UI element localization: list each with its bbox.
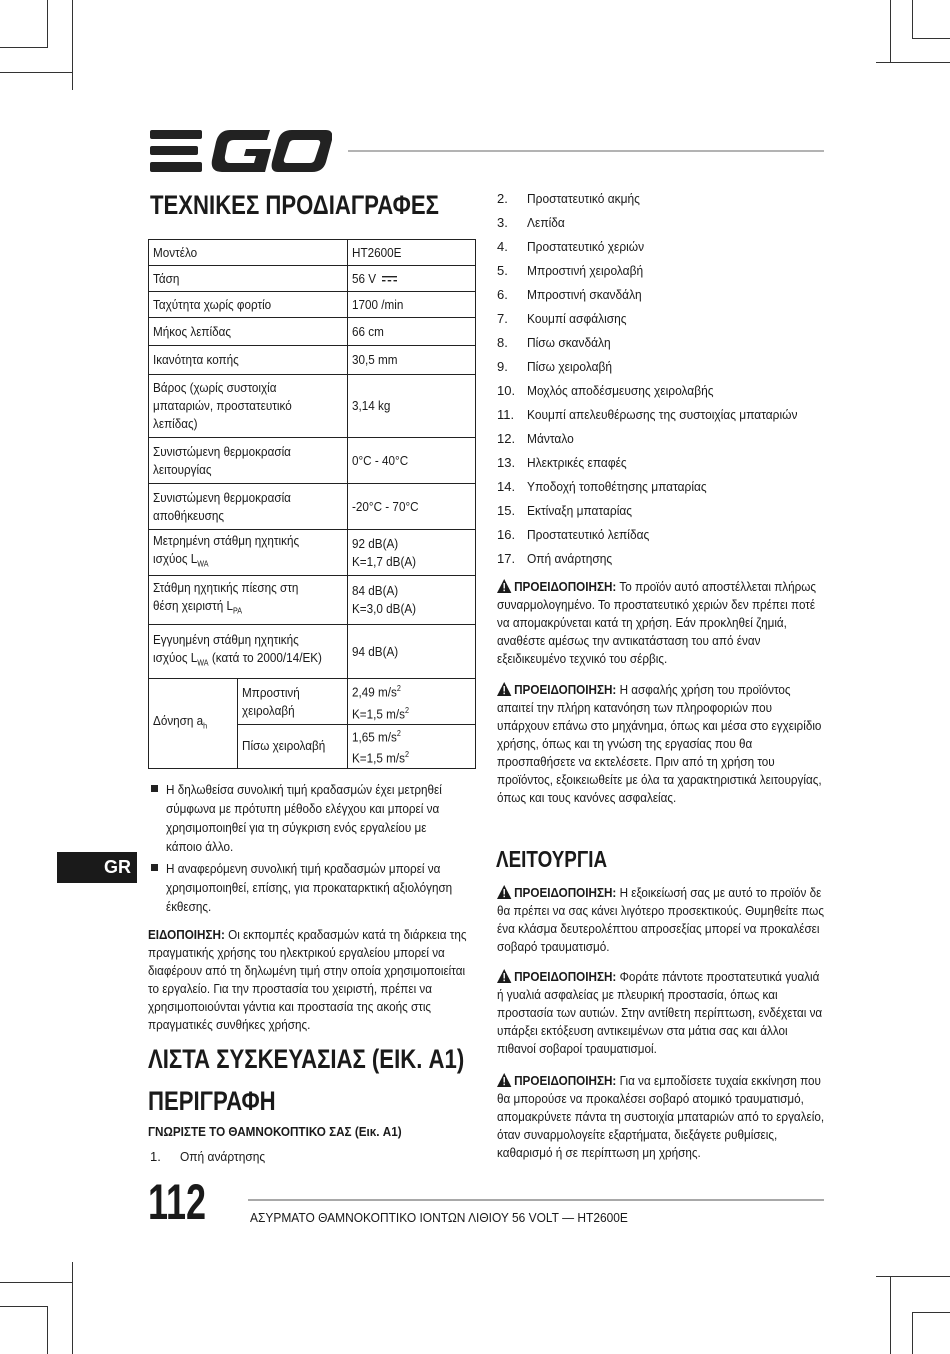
spec-label: Μήκος λεπίδας: [149, 318, 348, 346]
spec-label: Τάση: [149, 266, 348, 292]
spec-value: HT2600E: [348, 240, 476, 266]
crop-mark: [890, 0, 891, 62]
crop-mark: [912, 1312, 950, 1313]
part-item: 5. Μπροστινή χειρολαβή: [497, 263, 644, 278]
warning-paragraph: ΠΡΟΕΙΔΟΠΟΙΗΣΗ: Για να εμποδίσετε τυχαία εκκίνηση που θα μπορούσε να προκαλέσει σοβαρό ατομικό τραυματισμό, απομακρύνετε πάντα τη συστοιχία μπαταριών από το εργαλείο, όταν συναρμολογείτε εξαρτήματα, διεξάγετε ρυθμίσεις, καθαρισμό ή σε περίπτωση μη χρήσης.: [497, 1073, 825, 1160]
crop-mark: [0, 1282, 72, 1283]
crop-mark: [912, 38, 950, 39]
spec-value: 92 dB(A) K=1,7 dB(A): [348, 530, 476, 576]
language-tab: GR: [57, 852, 137, 883]
part-item: 6. Μπροστινή σκανδάλη: [497, 287, 642, 302]
parts-list: [497, 188, 821, 572]
part-item: 4. Προστατευτικό χεριών: [497, 239, 645, 254]
part-item: 3. Λεπίδα: [497, 215, 565, 230]
spec-label: Ταχύτητα χωρίς φορτίο: [149, 292, 348, 318]
footer-rule: [248, 1199, 824, 1201]
spec-row-lwa: [149, 530, 476, 576]
vibration-rear-label: Πίσω χειρολαβή: [238, 725, 348, 769]
crop-mark: [876, 1276, 950, 1277]
notes-list: [150, 780, 480, 919]
note-item: Η αναφερόμενη συνολική τιμή κραδασμών μπορεί να χρησιμοποιηθεί, επίσης, για προκαταρκτική αξιολόγηση έκθεσης.: [150, 859, 480, 916]
know-your-tool-title: ΓΝΩΡΙΣΤΕ ΤΟ ΘΑΜΝΟΚΟΠΤΙΚΟ ΣΑΣ (Εικ. A1): [148, 1124, 402, 1139]
crop-mark: [72, 0, 73, 90]
spec-row: [149, 240, 476, 266]
vibration-rear-value: 1,65 $m/s^2$ K=1,5 $m/s^2$: [348, 725, 476, 769]
part-item: 1. Οπή ανάρτησης: [150, 1149, 266, 1164]
vibration-front-value: 2,49 $m/s^2$ K=1,5 $m/s^2$: [348, 679, 476, 725]
part-item: 7. Κουμπί ασφάλισης: [497, 311, 627, 326]
specs-title: ΤΕΧΝΙΚΕΣ ΠΡΟΔΙΑΓΡΑΦΕΣ: [150, 190, 439, 220]
bullet-square-icon: [151, 864, 158, 871]
spec-value: 84 dB(A) K=3,0 dB(A): [348, 576, 476, 625]
crop-mark: [47, 0, 48, 48]
spec-value: -20°C - 70°C: [348, 484, 476, 530]
spec-value: 30,5 mm: [348, 346, 476, 375]
spec-row: [149, 266, 476, 292]
spec-row: [149, 318, 476, 346]
crop-mark: [0, 72, 72, 73]
part-item: 17. Οπή ανάρτησης: [497, 551, 613, 566]
specs-table: [148, 239, 476, 769]
warning-triangle-icon: [497, 885, 511, 899]
spec-value: 56 V: [348, 266, 476, 292]
spec-label: Στάθμη ηχητικής πίεσης στη θέση χειριστή $L_{PA}$: [149, 576, 348, 625]
part-item: 14. Υποδοχή τοποθέτησης μπαταρίας: [497, 479, 707, 494]
spec-row: [149, 292, 476, 318]
part-item: 11. Κουμπί απελευθέρωσης της συστοιχίας μπαταριών: [497, 407, 798, 422]
warning-paragraph: ΠΡΟΕΙΔΟΠΟΙΗΣΗ: Το προϊόν αυτό αποστέλλεται πλήρως συναρμολογημένο. Το προστατευτικό χεριών δεν πρέπει ποτέ να απομακρύνεται κατά τη χρήση. Εάν προκληθεί ζημιά, αναθέστε αμέσως την αντικατάσταση του από έναν εξειδικευμένο τεχνικό του σέρβις.: [497, 579, 817, 666]
spec-row: [149, 484, 476, 530]
crop-mark: [72, 1262, 73, 1354]
part-item: 13. Ηλεκτρικές επαφές: [497, 455, 627, 470]
warning-paragraph: ΠΡΟΕΙΔΟΠΟΙΗΣΗ: Φοράτε πάντοτε προστατευτικά γυαλιά ή γυαλιά ασφαλείας με πλευρική προστασία, όπως και προστασία των αυτιών. Στην αντίθετη περίπτωση, ενδέχεται να υπάρξει εκτόξευση αντικειμένων στα μάτια σας και άλλοι πιθανοί σοβαροί τραυματισμοί.: [497, 969, 823, 1056]
spec-label: Βάρος (χωρίς συστοιχία μπαταριών, προστατευτικό λεπίδας): [149, 375, 348, 438]
spec-row-lpa: [149, 576, 476, 625]
part-item: 16. Προστατευτικό λεπίδας: [497, 527, 650, 542]
part-item: 10. Μοχλός αποδέσμευσης χειρολαβής: [497, 383, 714, 398]
warning-triangle-icon: [497, 682, 511, 696]
warning-triangle-icon: [497, 579, 511, 593]
crop-mark: [47, 1306, 48, 1354]
spec-label: Μετρημένη στάθμη ηχητικής ισχύος $L_{WA}$: [149, 530, 348, 576]
crop-mark: [912, 0, 913, 38]
vibration-front-label: Μπροστινή χειρολαβή: [238, 679, 348, 725]
crop-mark: [890, 1276, 891, 1354]
packing-list-title: ΛΙΣΤΑ ΣΥΣΚΕΥΑΣΙΑΣ (ΕΙΚ. A1): [148, 1044, 465, 1074]
note-item: Η δηλωθείσα συνολική τιμή κραδασμών έχει μετρηθεί σύμφωνα με πρότυπη μέθοδο ελέγχου και μπορεί να χρησιμοποιηθεί για τη σύγκριση ενός εργαλείου με κάποιο άλλο.: [150, 780, 480, 856]
crop-mark: [0, 47, 48, 48]
dc-symbol-icon: [382, 275, 397, 283]
crop-mark: [912, 1312, 913, 1354]
spec-label: Εγγυημένη στάθμη ηχητικής ισχύος $L_{WA}$ (κατά το 2000/14/ΕΚ): [149, 625, 348, 679]
spec-row: [149, 438, 476, 484]
spec-row-vibration-front: [149, 679, 476, 725]
description-title: ΠΕΡΙΓΡΑΦΗ: [148, 1086, 276, 1116]
notice-paragraph: ΕΙΔΟΠΟΙΗΣΗ: Οι εκπομπές κραδασμών κατά τη διάρκεια της πραγματικής χρήσης του ηλεκτρικού εργαλείου μπορεί να διαφέρουν από τη δηλωμένη τιμή στην οποία χρησιμοποιείται το εργαλείο. Για την προστασία του χειριστή, πρέπει να χρησιμοποιούνται γάντια και προστασία της ακοής στις πραγματικές συνθήκες χρήσης.: [148, 927, 467, 1032]
part-item: 15. Εκτίναξη μπαταρίας: [497, 503, 633, 518]
crop-mark: [0, 1306, 48, 1307]
crop-mark: [876, 62, 950, 63]
part-item: 12. Μάνταλο: [497, 431, 574, 446]
spec-row-lwa-guaranteed: [149, 625, 476, 679]
spec-value: 3,14 kg: [348, 375, 476, 438]
warning-paragraph: ΠΡΟΕΙΔΟΠΟΙΗΣΗ: Η εξοικείωσή σας με αυτό το προϊόν δε θα πρέπει να σας κάνει λιγότερο προσεκτικούς. Θυμηθείτε πως ένα κλάσμα δευτερολέπτου απροσεξίας μπορεί να προκαλέσει σοβαρό τραυματισμό.: [497, 885, 824, 954]
page-number: 112: [148, 1174, 207, 1230]
ego-logo: [150, 128, 332, 174]
spec-label: Συνιστώμενη θερμοκρασία αποθήκευσης: [149, 484, 348, 530]
part-item: 9. Πίσω χειρολαβή: [497, 359, 613, 374]
spec-value: 94 dB(A): [348, 625, 476, 679]
part-item: 8. Πίσω σκανδάλη: [497, 335, 611, 350]
spec-value: 66 cm: [348, 318, 476, 346]
vibration-label: Δόνηση $a_h$: [149, 679, 238, 769]
part-item: 2. Προστατευτικό ακμής: [497, 191, 640, 206]
spec-label: Μοντέλο: [149, 240, 348, 266]
spec-label: Συνιστώμενη θερμοκρασία λειτουργίας: [149, 438, 348, 484]
spec-value: 1700 /min: [348, 292, 476, 318]
spec-row: [149, 375, 476, 438]
spec-row: [149, 346, 476, 375]
spec-value: 0°C - 40°C: [348, 438, 476, 484]
spec-label: Ικανότητα κοπής: [149, 346, 348, 375]
warning-triangle-icon: [497, 969, 511, 983]
warning-paragraph: ΠΡΟΕΙΔΟΠΟΙΗΣΗ: Η ασφαλής χρήση του προϊόντος απαιτεί την πλήρη κατανόηση των πληροφοριών που υπάρχουν επάνω στο μηχάνημα, όπως και μέσα στο εγχειρίδιο χρήσης, όπως και τη γνώση της εργασίας που θα προσπαθήσετε να εκτελέσετε. Πριν από τη χρήση του προϊόντος, εξοικειωθείτε με όλα τα χαρακτηριστικά λειτουργίας, όπως και τους κανόνες ασφαλείας.: [497, 682, 822, 805]
footer-text: ΑΣΥΡΜΑΤΟ ΘΑΜΝΟΚΟΠΤΙΚΟ ΙΟΝΤΩΝ ΛΙΘΙΟΥ 56 VOLT — HT2600E: [250, 1210, 628, 1225]
operation-title: ΛΕΙΤΟΥΡΓΙΑ: [496, 846, 608, 872]
header-rule: [348, 150, 824, 152]
bullet-square-icon: [151, 785, 158, 792]
warning-triangle-icon: [497, 1073, 511, 1087]
